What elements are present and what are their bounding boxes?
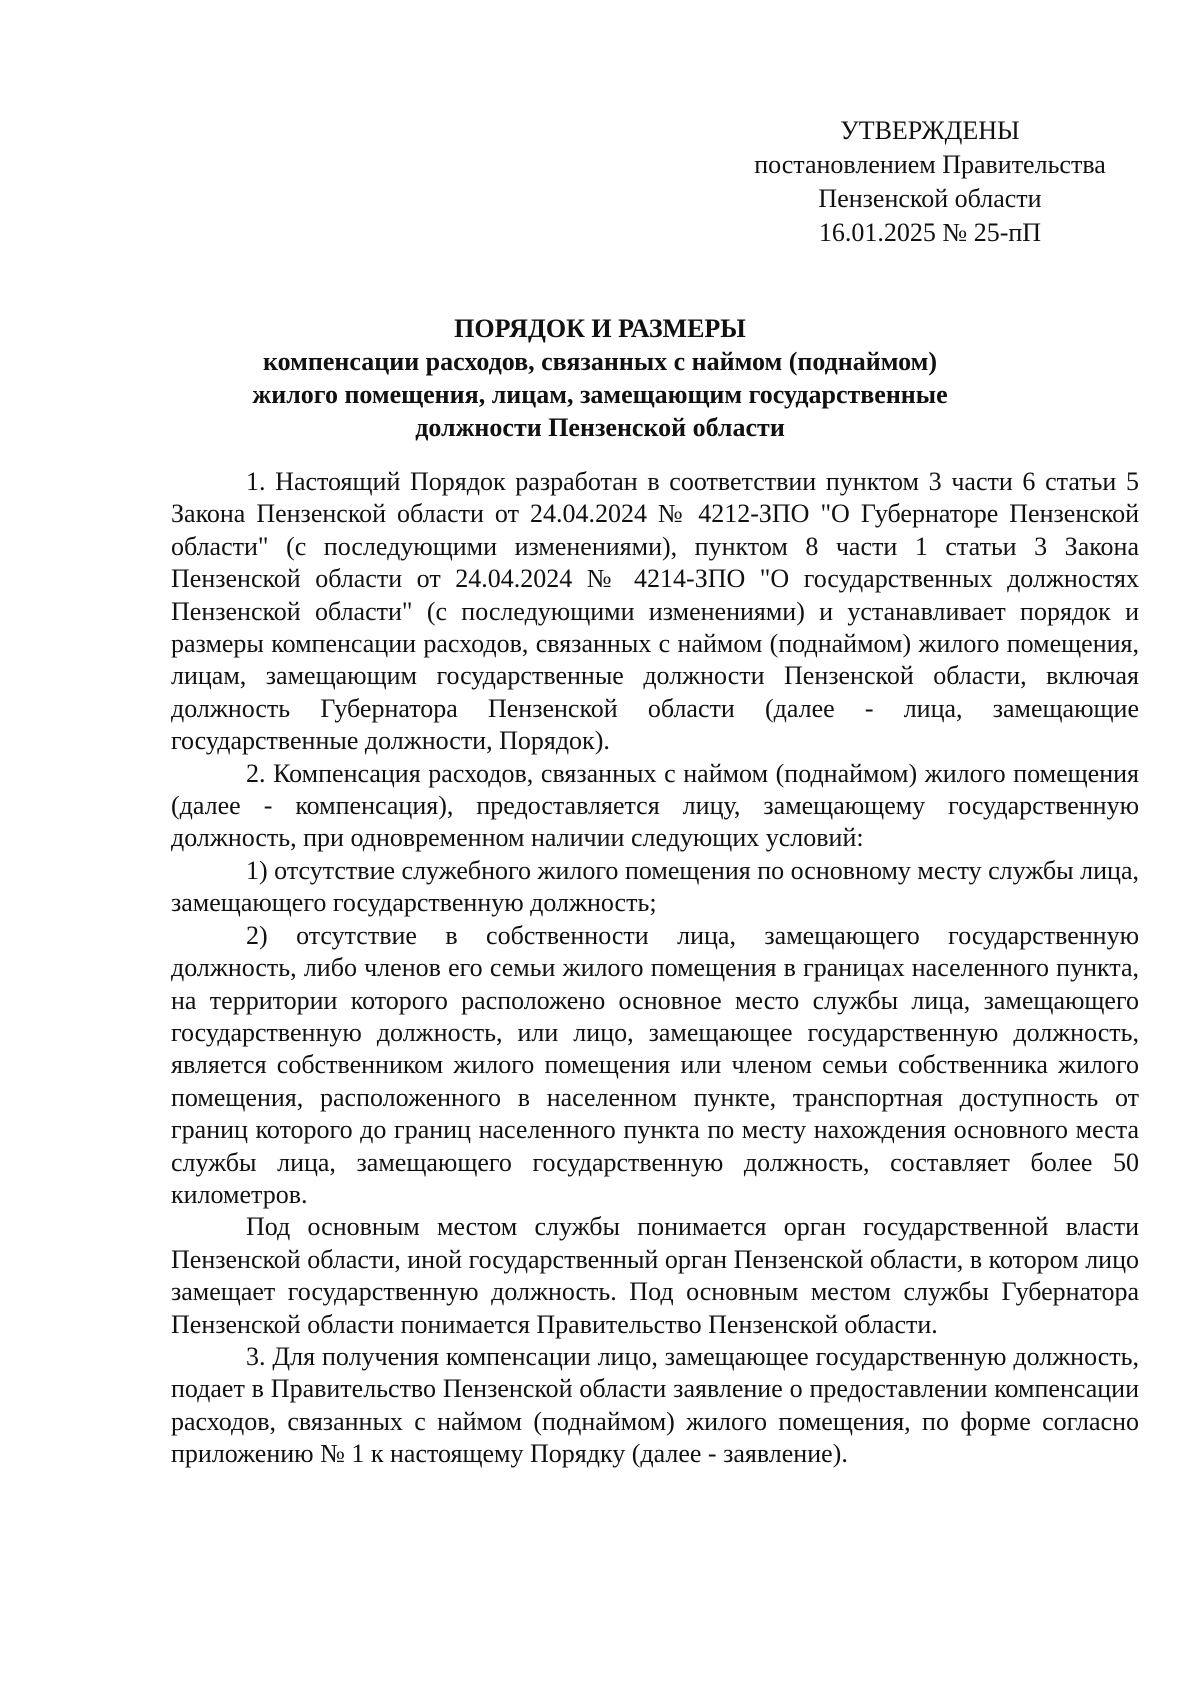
title-line-4: должности Пензенской области xyxy=(415,413,785,442)
condition-2: 2) отсутствие в собственности лица, замещающего государственную должность, либо членов его семьи жилого помещения в границах населенного пункта, на территории которого расположено основное место службы лица, замещающего государственную должность, или лицо, замещающее государственную должность, является собственником жилого помещения или членом семьи собственника жилого помещения, расположенного в населенном пункте, транспортная доступность от границ которого до границ населенного пункта по месту нахождения основного места службы лица, замещающего государственную должность, составляет более 50 километров. xyxy=(171,920,1139,1209)
service-place-definition: Под основным местом службы понимается орган государственной власти Пензенской области, иной государственный орган Пензенской области, в котором лицо замещает государственную должность. Под основным местом службы Губернатора Пензенской области понимается Правительство Пензенской области. xyxy=(171,1212,1139,1339)
approval-date-number: 16.01.2025 № 25-пП xyxy=(818,218,1042,247)
document-title xyxy=(140,312,1060,444)
title-line-3: жилого помещения, лицам, замещающим государственные xyxy=(252,380,948,409)
document-body xyxy=(171,466,1139,1471)
paragraph-3: 3. Для получения компенсации лицо, замещающее государственную должность, подает в Правительство Пензенской области заявление о предоставлении компенсации расходов, связанных с наймом (поднаймом) жилого помещения, по форме согласно приложению № 1 к настоящему Порядку (далее - заявление). xyxy=(171,1341,1139,1469)
paragraph-1: 1. Настоящий Порядок разработан в соответствии пунктом 3 части 6 статьи 5 Закона Пензенской области от 24.04.2024 № 4212-ЗПО "О Губернаторе Пензенской области" (с последующими изменениями), пунктом 8 части 1 статьи 3 Закона Пензенской области от 24.04.2024 № 4214-ЗПО "О государственных должностях Пензенской области" (с последующими изменениями) и устанавливает порядок и размеры компенсации расходов, связанных с наймом (поднаймом) жилого помещения, лицам, замещающим государственные должности Пензенской области, включая должность Губернатора Пензенской области (далее - лица, замещающие государственные должности, Порядок). xyxy=(171,467,1139,756)
title-line-2: компенсации расходов, связанных с наймом (поднаймом) xyxy=(263,347,937,376)
condition-1: 1) отсутствие служебного жилого помещения по основному месту службы лица, замещающего государственную должность; xyxy=(171,855,1139,918)
approval-issuer: постановлением Правительства xyxy=(754,150,1106,179)
approval-region: Пензенской области xyxy=(818,184,1042,213)
approval-stamp-block xyxy=(740,114,1120,250)
title-line-1: ПОРЯДОК И РАЗМЕРЫ xyxy=(454,314,746,343)
paragraph-2: 2. Компенсация расходов, связанных с наймом (поднаймом) жилого помещения (далее - компенсация), предоставляется лицу, замещающему государственную должность, при одновременном наличии следующих условий: xyxy=(171,758,1139,853)
approval-heading: УТВЕРЖДЕНЫ xyxy=(840,116,1020,145)
